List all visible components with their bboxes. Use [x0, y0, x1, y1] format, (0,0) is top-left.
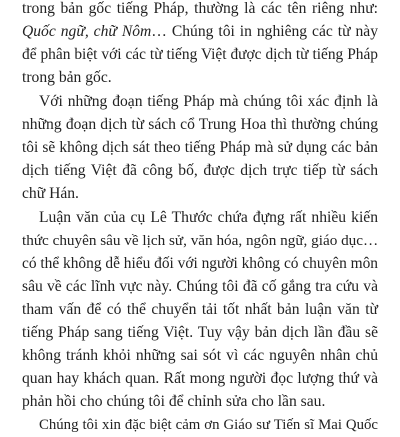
text-fragment: … Chúng tôi in nghiêng các từ này	[151, 23, 378, 40]
text-line: tôi sẽ không dịch sát theo tiếng Pháp mà sử dụng các bản	[22, 139, 378, 156]
text-line: trong bản gốc.	[22, 69, 112, 86]
text-line: tham vấn để có thể chuyển tải tốt nhất bản luận văn từ	[22, 301, 378, 318]
text-line: Luận văn của cụ Lê Thước chứa đựng rất nhiều kiến	[39, 209, 378, 226]
text-line: quan hay khách quan. Rất mong người đọc lượng thứ và	[22, 370, 378, 387]
text-line: dịch tiếng Việt đã công bố, được dịch trực tiếp từ sách	[22, 162, 378, 179]
text-line: Chúng tôi xin đặc biệt cảm ơn Giáo sư Tiến sĩ Mai Quốc	[39, 417, 378, 433]
text-line: Với những đoạn tiếng Pháp mà chúng tôi xác định là	[39, 93, 378, 110]
text-line: để phân biệt với các từ tiếng Việt được dịch từ tiếng Pháp	[22, 46, 378, 63]
text-line: sâu về các lĩnh vực này. Chúng tôi đã cố gắng tra cứu và	[22, 278, 378, 295]
text-line: phản hồi cho chúng tôi để chỉnh sửa cho lần sau.	[22, 393, 326, 410]
text-line: trong bản gốc tiếng Pháp, thường là các tên riêng như:	[22, 0, 378, 17]
text-line: không tránh khỏi những sai sót vì các nguyên nhân chủ	[22, 347, 378, 364]
italic-terms: Quốc ngữ, chữ Nôm	[22, 23, 152, 40]
text-line: tiếng Pháp sang tiếng Việt. Tuy vậy bản dịch lần đầu sẽ	[22, 324, 378, 341]
text-line: thức chuyên sâu về lịch sử, văn hóa, ngôn ngữ, giáo dục…	[22, 232, 379, 249]
text-line	[22, 20, 378, 43]
text-line: những đoạn dịch từ sách cổ Trung Hoa thì thường chúng	[22, 116, 378, 133]
text-line: chữ Hán.	[22, 185, 79, 202]
text-line: có thể không dễ hiểu đối với người không có chuyên môn	[22, 255, 378, 272]
